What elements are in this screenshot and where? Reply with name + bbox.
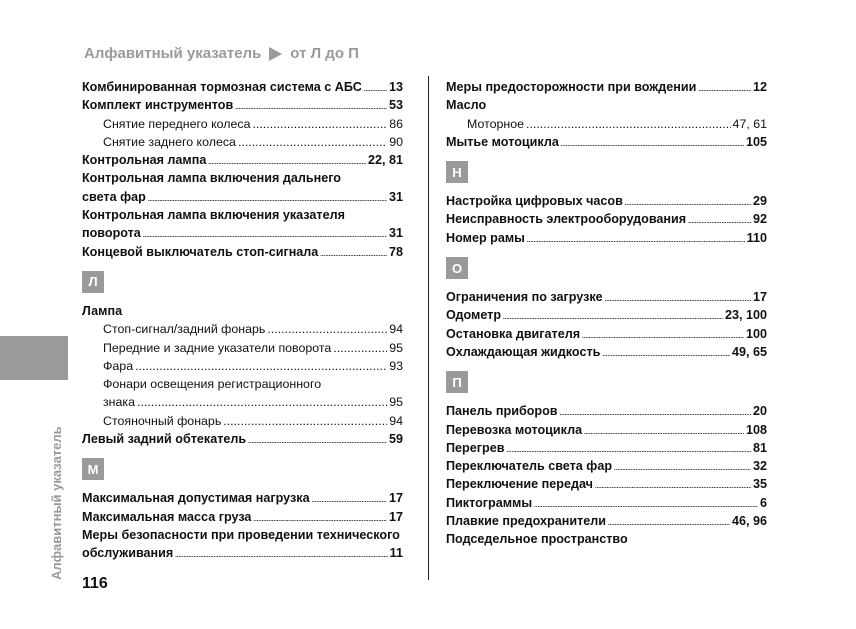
entry-page: 47, 61 [732,116,767,131]
entry-label: Моторное [467,116,525,131]
entry-label: Контрольная лампа включения указателя [82,208,345,223]
index-entry [446,494,767,512]
entry-page: 94 [389,322,403,337]
column-divider [428,76,429,580]
entry-label: Одометр [446,308,502,323]
entry-page: 95 [389,395,403,410]
index-entry [446,402,767,420]
dot-leader [248,433,387,451]
index-entry [82,430,403,448]
index-entry [82,544,403,562]
entry-label: Передние и задние указатели поворота [103,340,332,355]
entry-page: 46, 96 [731,514,767,529]
index-entry [82,78,403,96]
index-entry [82,526,403,544]
index-entry [446,229,767,247]
dot-leader [582,328,744,346]
index-entry [446,457,767,475]
entry-label: Снятие переднего колеса [103,116,251,131]
entry-label: Максимальная допустимая нагрузка [82,491,310,506]
index-subentry [82,133,403,151]
index-subentry [82,339,403,357]
index-entry [82,508,403,526]
dot-leader [688,213,751,231]
entry-label: Меры предосторожности при вождении [446,80,697,94]
index-subentry [82,320,403,338]
entry-label: Комплект инструментов [82,98,234,113]
entry-label: Максимальная масса груза [82,509,252,524]
entry-page: 17 [388,509,403,524]
entry-page: 105 [745,134,767,149]
index-entry [446,133,767,151]
arrow-right-icon [269,47,282,61]
entry-page: 29 [752,194,767,209]
dot-leader [333,339,387,357]
entry-label: Переключатель света фар [446,459,613,474]
index-entry [446,210,767,228]
entry-page: 23, 100 [724,308,767,323]
index-subentry [82,115,403,133]
index-subentry [446,115,767,133]
dot-leader [602,346,730,364]
entry-page: 100 [745,326,767,341]
entry-label: Контрольная лампа включения дальнего [82,171,341,186]
dot-leader [560,405,751,423]
entry-label: Лампа [82,303,123,318]
entry-page: 17 [752,290,767,305]
entry-label: Охлаждающая жидкость [446,344,601,359]
entry-page: 22, 81 [367,153,403,168]
entry-page: 49, 65 [731,344,767,359]
entry-page: 13 [388,80,403,94]
section-letter: Л [82,271,104,293]
dot-leader [584,424,744,442]
index-entry [446,439,767,457]
entry-page: 94 [389,413,403,428]
dot-leader [252,115,387,133]
entry-label: Остановка двигателя [446,326,581,341]
entry-page: 86 [389,116,403,131]
dot-leader [698,81,751,99]
entry-label: Перевозка мотоцикла [446,422,583,437]
entry-label: Фара [103,358,134,373]
dot-leader [137,393,387,411]
entry-label: Масло [446,98,487,113]
entry-label: Стояночный фонарь [103,413,222,428]
entry-page: 6 [759,495,767,510]
running-header [84,45,359,62]
entry-label: Стоп-сигнал/задний фонарь [103,322,266,337]
entry-page: 20 [752,404,767,419]
entry-label: Комбинированная тормозная система с АБС [82,80,362,94]
entry-label: Перегрев [446,440,505,455]
dot-leader [238,133,387,151]
dot-leader [267,320,387,338]
entry-label: Неисправность электрооборудования [446,212,687,227]
section-letter: М [82,458,104,480]
entry-label: Концевой выключатель стоп-сигнала [82,244,319,259]
entry-page: 11 [389,546,403,561]
dot-leader [320,246,387,264]
index-entry [82,243,403,261]
dot-leader [614,460,751,478]
index-subentry [82,357,403,375]
entry-page: 92 [752,212,767,227]
entry-label: Ограничения по загрузке [446,290,603,305]
index-entry [446,192,767,210]
entry-page: 90 [389,134,403,149]
dot-leader [135,357,387,375]
entry-page: 78 [388,244,403,259]
entry-page: 108 [745,422,767,437]
entry-label: Плавкие предохранители [446,514,606,529]
entry-page: 31 [388,226,403,241]
entry-label: Фонари освещения регистрационного [103,377,322,392]
index-subentry [82,375,403,393]
entry-label: света фар [82,189,146,204]
entry-label: поворота [82,226,141,241]
entry-page: 31 [388,189,403,204]
dot-leader [595,478,751,496]
dot-leader [526,115,731,133]
dot-leader [312,492,387,510]
entry-label: знака [103,395,135,410]
entry-label: Снятие заднего колеса [103,134,236,149]
entry-page: 81 [752,440,767,455]
dot-leader [527,232,745,250]
entry-label: Настройка цифровых часов [446,194,623,209]
entry-page: 32 [752,459,767,474]
entry-label: Левый задний обтекатель [82,432,247,447]
header-range: от Л до П [290,45,359,62]
index-entry [82,224,403,242]
entry-label: Мытье мотоцикла [446,134,559,149]
index-subentry [82,412,403,430]
entry-label: Контрольная лампа [82,153,207,168]
page-number: 116 [82,575,108,592]
entry-label: Подседельное пространство [446,532,628,547]
section-tab [0,336,68,380]
side-section-label: Алфавитный указатель [49,426,64,580]
dot-leader [561,136,744,154]
entry-page: 17 [388,491,403,506]
index-entry [82,151,403,169]
entry-label: обслуживания [82,546,174,561]
entry-page: 95 [389,340,403,355]
dot-leader [364,81,387,99]
index-entry [446,325,767,343]
header-title: Алфавитный указатель [84,45,262,62]
section-letter: П [446,371,468,393]
index-entry [82,96,403,114]
index-subentry [82,393,403,411]
index-entry [82,302,403,320]
index-entry [82,489,403,507]
section-letter: Н [446,161,468,183]
entry-label: Пиктограммы [446,495,533,510]
dot-leader [223,412,387,430]
index-entry [446,306,767,324]
entry-page: 35 [752,477,767,492]
entry-label: Номер рамы [446,230,525,245]
entry-page: 59 [388,432,403,447]
entry-label: Меры безопасности при проведении технического [82,527,400,542]
index-entry [446,421,767,439]
entry-page: 93 [389,358,403,373]
entry-page: 53 [388,98,403,113]
index-column-right [446,78,767,549]
index-entry [446,475,767,493]
index-entry [82,188,403,206]
index-entry [446,78,767,96]
index-entry [446,288,767,306]
entry-page: 12 [752,80,767,94]
dot-leader [175,547,387,565]
section-letter: О [446,257,468,279]
index-column-left [82,78,403,563]
entry-page: 110 [746,230,767,245]
entry-label: Переключение передач [446,477,593,492]
index-entry [446,343,767,361]
entry-label: Панель приборов [446,404,558,419]
